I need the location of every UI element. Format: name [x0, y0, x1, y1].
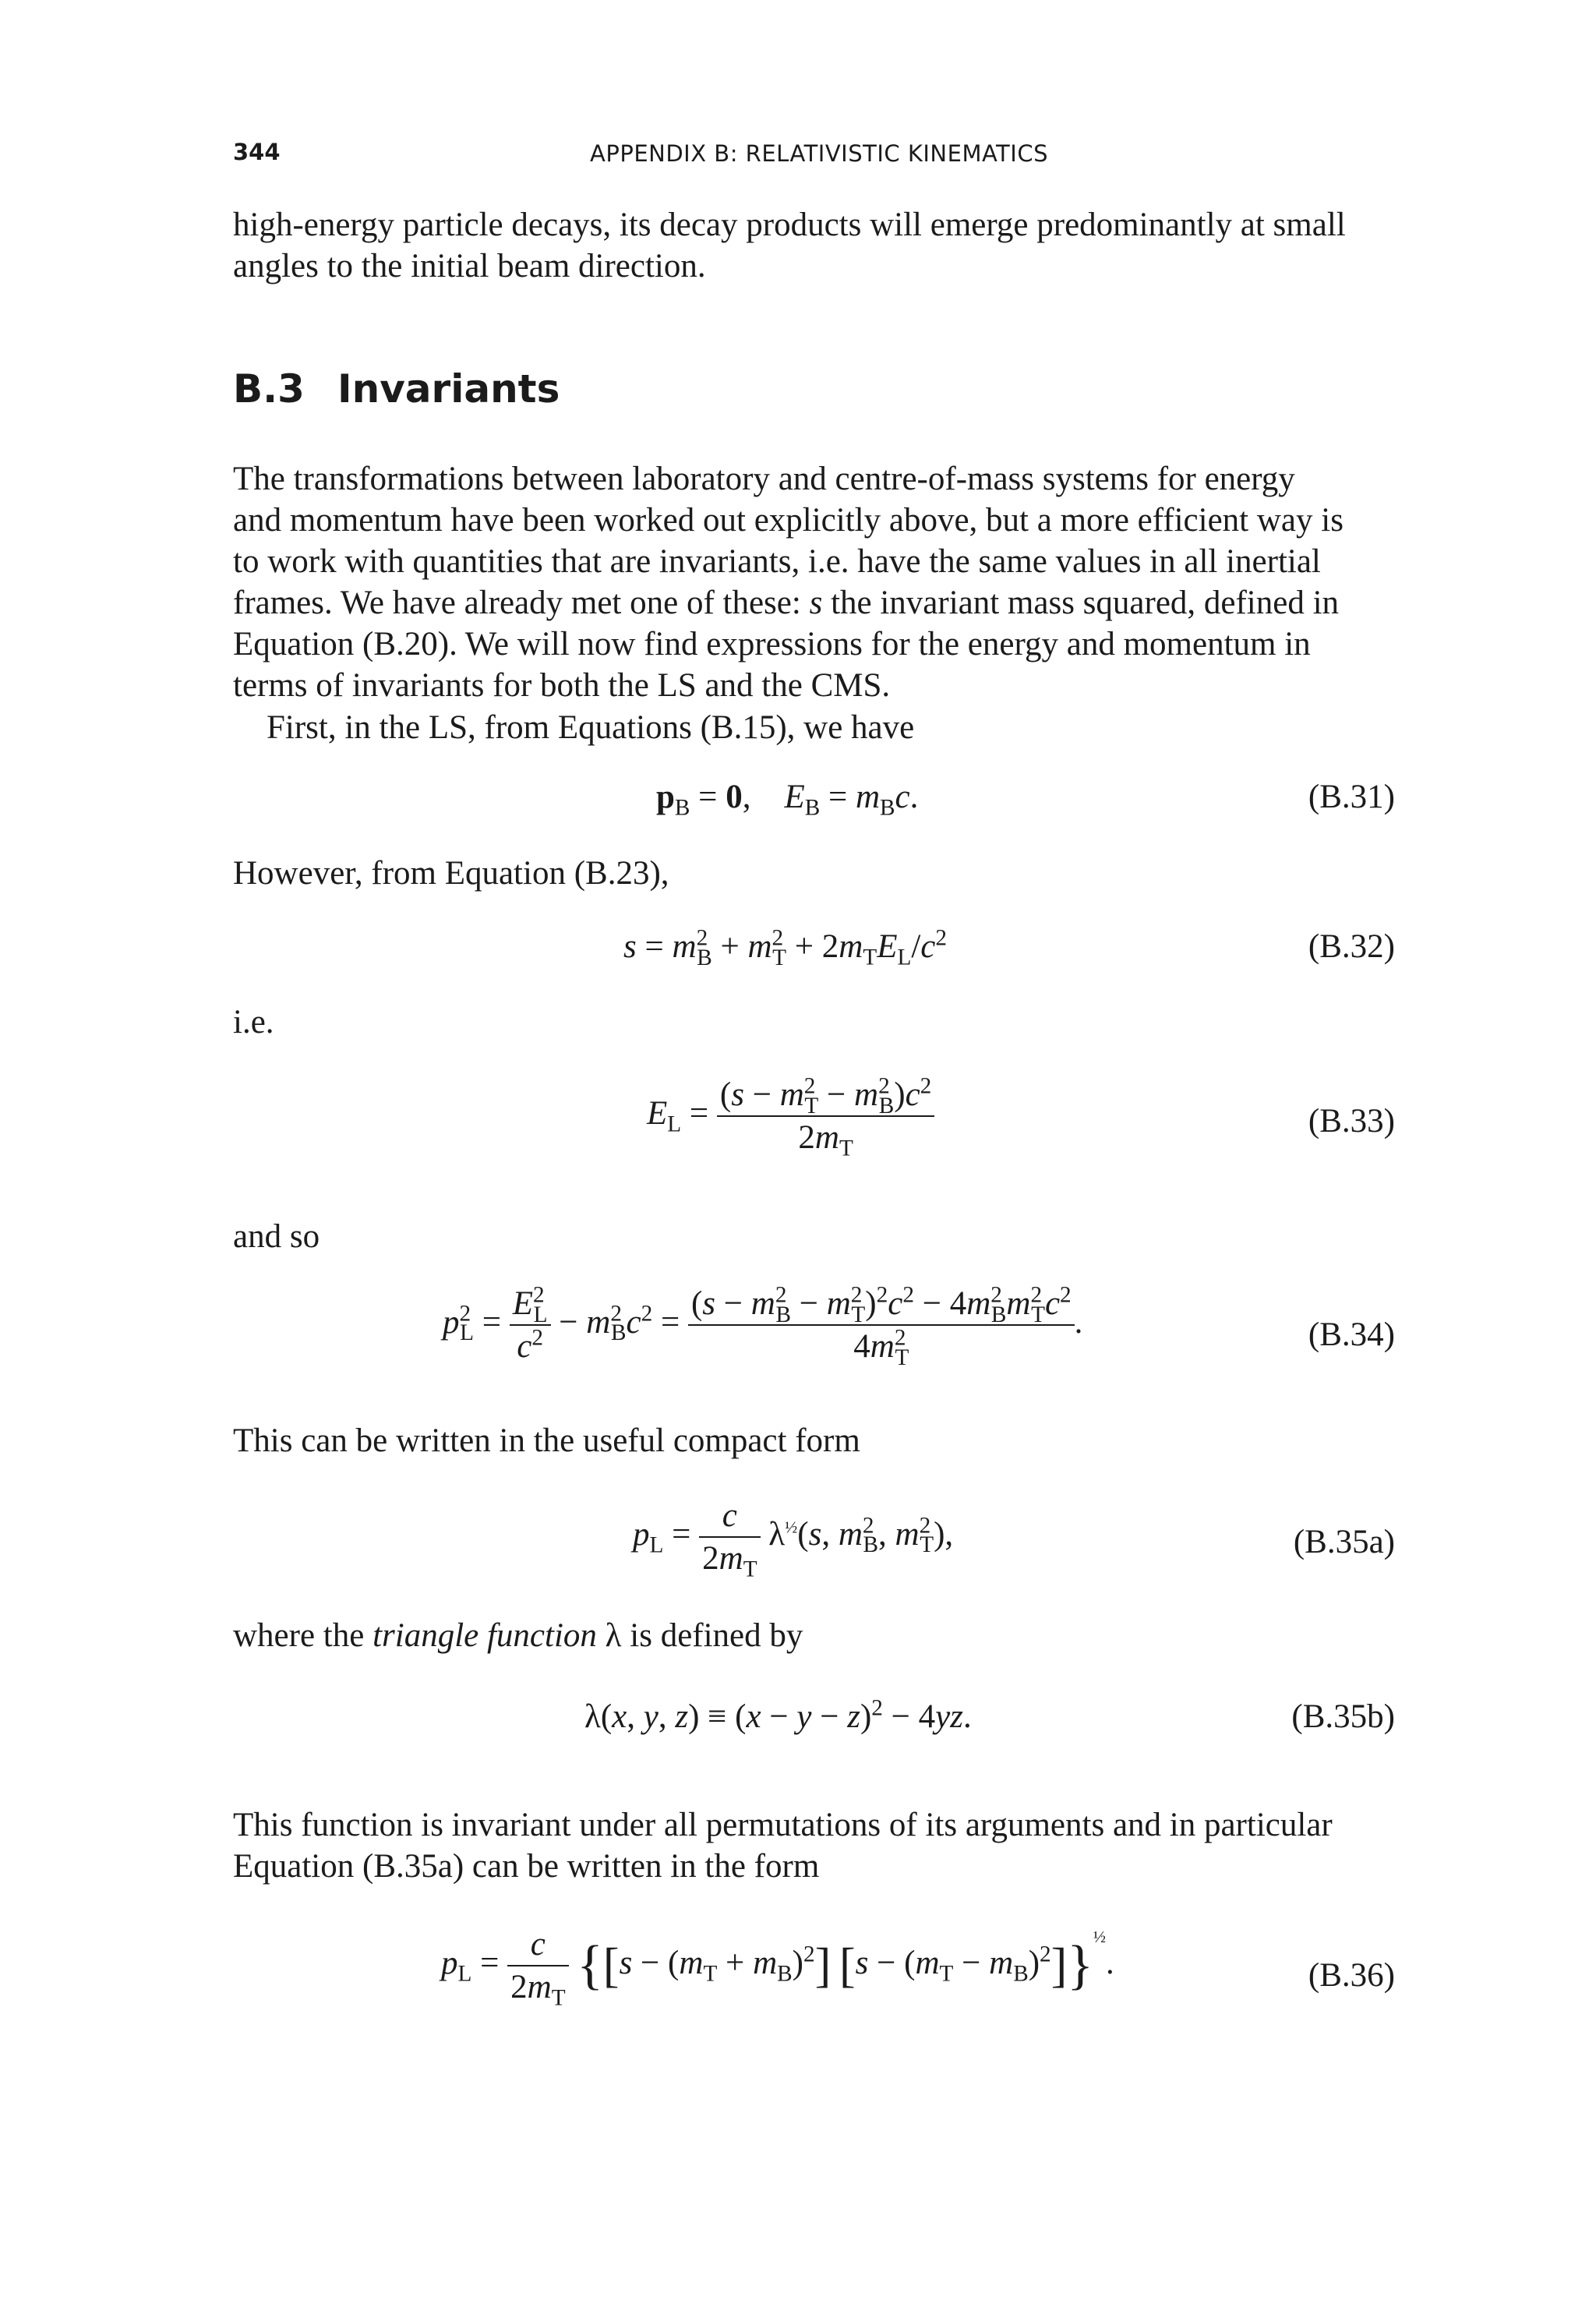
paragraph-line: to work with quantities that are invariants, i.e. have the same values in all inertial	[233, 543, 1321, 580]
section-number: B.3	[233, 366, 305, 412]
paragraph-line: frames. We have already met one of these: s the invariant mass squared, defined in	[233, 585, 1340, 621]
equation-B35b	[0, 1695, 1596, 1744]
running-header	[233, 139, 1396, 170]
equation-body: $E_L$ = $\frac{(s - m^2_T - m^2_B)c^2}{2m_T}$	[647, 1076, 934, 1157]
equation-B33	[0, 1073, 1596, 1169]
equation-B31	[0, 778, 1596, 825]
equation-body: $p_B = 0$, $E_B = m_Bc$.	[656, 779, 919, 821]
paragraph-line: Equation (B.35a) can be written in the form	[233, 1848, 820, 1885]
equation-body: λ(x, y, $z) \equiv (x - y - z)^2 - 4yz$.	[584, 1695, 972, 1735]
equation-B32	[0, 925, 1596, 974]
equation-number: (B.32)	[1308, 928, 1395, 965]
fraction: $\frac{(s - m^2_T - m^2_B)c^2}{2m_T}$	[717, 1076, 934, 1157]
equation-B35a	[0, 1496, 1596, 1590]
equation-body: $p^2_L$ = $\frac{E^2_L}{c^2}$ − $m^2_Bc^2$ = $\frac{(s - m^2_B - m^2_T)^2c^2 - 4m^2_Bm^2_Tc^2}{4m^2_T}$ .	[443, 1282, 1083, 1370]
equation-body: $p_L$ = $\frac{c}{2m_T}$ {$[s - (m_T + m_B)^2]$ $[s - (m_T - m_B)^2]\}^{\frac{1}{2}}$.	[441, 1926, 1114, 2011]
however-text: However, from Equation (B.23),	[233, 855, 669, 892]
intro-line: high-energy particle decays, its decay products will emerge predominantly at small	[233, 207, 1346, 243]
equation-number: (B.31)	[1308, 779, 1395, 815]
equation-number: (B.33)	[1308, 1103, 1395, 1140]
equation-number: (B.36)	[1308, 1957, 1395, 1994]
intro-paragraph	[233, 204, 1396, 287]
ie-text: i.e.	[233, 1004, 274, 1041]
intro-line: angles to the initial beam direction.	[233, 248, 706, 284]
ls-paragraph: First, in the LS, from Equations (B.15), we have	[267, 709, 915, 746]
running-title: APPENDIX B: RELATIVISTIC KINEMATICS	[590, 140, 1048, 167]
equation-body: $p_L$ = $\frac{c}{2m_T}$ $\lambda^{\frac{1}{2}}(s$, $m^2_B$, $m^2_T$),	[633, 1497, 954, 1582]
compact-text: This can be written in the useful compact form	[233, 1422, 860, 1459]
paragraph-line: terms of invariants for both the LS and the CMS.	[233, 667, 891, 704]
equation-B34	[0, 1284, 1596, 1386]
paragraph-line: and momentum have been worked out explicitly above, but a more efficient way is	[233, 502, 1344, 539]
paragraph-line: Equation (B.20). We will now find expressions for the energy and momentum in	[233, 626, 1311, 663]
equation-number: (B.35b)	[1291, 1698, 1395, 1735]
section-heading	[233, 366, 560, 412]
paragraph-line: This function is invariant under all permutations of its arguments and in particular	[233, 1807, 1333, 1843]
fraction: $\frac{c}{2m_T}$	[699, 1496, 760, 1578]
fraction: $\frac{(s - m^2_B - m^2_T)^2c^2 - 4m^2_Bm^2_Tc^2}{4m^2_T}$	[688, 1284, 1075, 1366]
triangle-text: where the triangle function λ is defined by	[233, 1617, 803, 1654]
section-title: Invariants	[337, 366, 560, 412]
invariants-paragraph	[233, 458, 1396, 706]
equation-B36	[0, 1925, 1596, 2034]
equation-body: $s = m^2_B + m^2_T + 2m_TE_L/c^2$	[623, 925, 947, 970]
equation-number: (B.34)	[1308, 1316, 1395, 1353]
paragraph-line: The transformations between laboratory and centre-of-mass systems for energy	[233, 461, 1295, 497]
page-number: 344	[233, 139, 281, 165]
fraction: $\frac{E^2_L}{c^2}$	[510, 1284, 551, 1366]
and-so-text: and so	[233, 1218, 320, 1255]
equation-number: (B.35a)	[1293, 1524, 1395, 1560]
permutation-paragraph	[233, 1804, 1396, 1887]
fraction: $\frac{c}{2m_T}$	[507, 1925, 568, 2006]
